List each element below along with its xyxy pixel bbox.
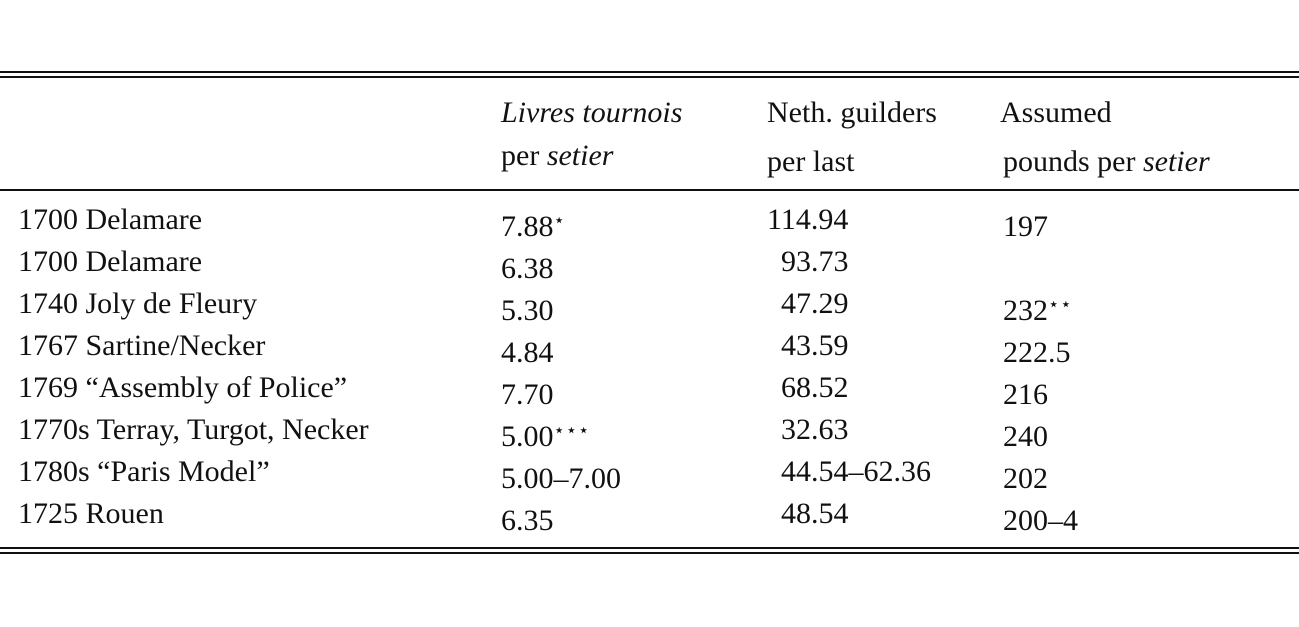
row-label: 1700 Delamare (18, 203, 203, 236)
guilders-value: 114.94 (767, 203, 849, 236)
header-livres-setier: setier (546, 139, 614, 172)
header-pounds-setier: setier (1142, 145, 1210, 178)
pounds-value (1003, 415, 1048, 452)
pounds-value (1003, 289, 1073, 326)
pounds-number: 240 (1003, 420, 1048, 453)
livres-value (501, 247, 554, 284)
row-label: 1780s “Paris Model” (18, 455, 270, 488)
guilders-value: 32.63 (781, 413, 849, 446)
header-pounds-prefix: pounds per (1003, 145, 1143, 178)
header-guilders-line2: per last (767, 145, 855, 178)
livres-value (501, 373, 554, 410)
pounds-number: 216 (1003, 378, 1048, 411)
livres-number: 7.88 (501, 210, 554, 243)
livres-number: 7.70 (501, 378, 554, 411)
livres-number: 5.30 (501, 294, 554, 327)
pounds-number: 232 (1003, 294, 1048, 327)
livres-number: 5.00–7.00 (501, 462, 621, 495)
guilders-value: 48.54 (781, 497, 849, 530)
top-rule-inner (0, 76, 1299, 78)
guilders-value: 47.29 (781, 287, 849, 320)
livres-number: 4.84 (501, 336, 554, 369)
row-label: 1767 Sartine/Necker (18, 329, 266, 362)
livres-value (501, 205, 566, 242)
pounds-number: 197 (1003, 210, 1048, 243)
row-label: 1769 “Assembly of Police” (18, 371, 348, 404)
livres-footnote-mark: ⋆ (553, 210, 566, 230)
pounds-value (1003, 331, 1071, 368)
pounds-value (1003, 373, 1048, 410)
pounds-number: 200–4 (1003, 504, 1078, 537)
bottom-rule-inner (0, 552, 1299, 554)
guilders-value: 68.52 (781, 371, 849, 404)
header-rule (0, 189, 1299, 191)
row-label: 1740 Joly de Fleury (18, 287, 258, 320)
livres-number: 5.00 (501, 420, 554, 453)
header-livres-line2 (501, 141, 613, 171)
guilders-value: 43.59 (781, 329, 849, 362)
livres-value (501, 331, 554, 368)
livres-value (501, 457, 621, 494)
livres-value (501, 499, 554, 536)
row-label: 1770s Terray, Turgot, Necker (18, 413, 369, 446)
pounds-value (1003, 499, 1078, 536)
header-livres-per: per (501, 139, 547, 172)
pounds-value (1003, 457, 1048, 494)
header-pounds-line1: Assumed (1000, 96, 1112, 129)
livres-footnote-mark: ⋆⋆⋆ (553, 420, 591, 440)
row-label: 1725 Rouen (18, 497, 164, 530)
livres-number: 6.38 (501, 252, 554, 285)
guilders-value: 93.73 (781, 245, 849, 278)
livres-value (501, 415, 590, 452)
bottom-rule (0, 547, 1299, 549)
pounds-value (1003, 205, 1048, 242)
header-guilders-line1: Neth. guilders (767, 96, 937, 129)
header-pounds-line2 (1003, 147, 1210, 177)
guilders-value: 44.54–62.36 (781, 455, 931, 488)
pounds-number: 222.5 (1003, 336, 1071, 369)
pounds-footnote-mark: ⋆⋆ (1048, 294, 1073, 314)
livres-number: 6.35 (501, 504, 554, 537)
pounds-number: 202 (1003, 462, 1048, 495)
row-label: 1700 Delamare (18, 245, 203, 278)
top-rule (0, 71, 1299, 73)
livres-value (501, 289, 554, 326)
header-livres-line1: Livres tournois (501, 96, 683, 129)
